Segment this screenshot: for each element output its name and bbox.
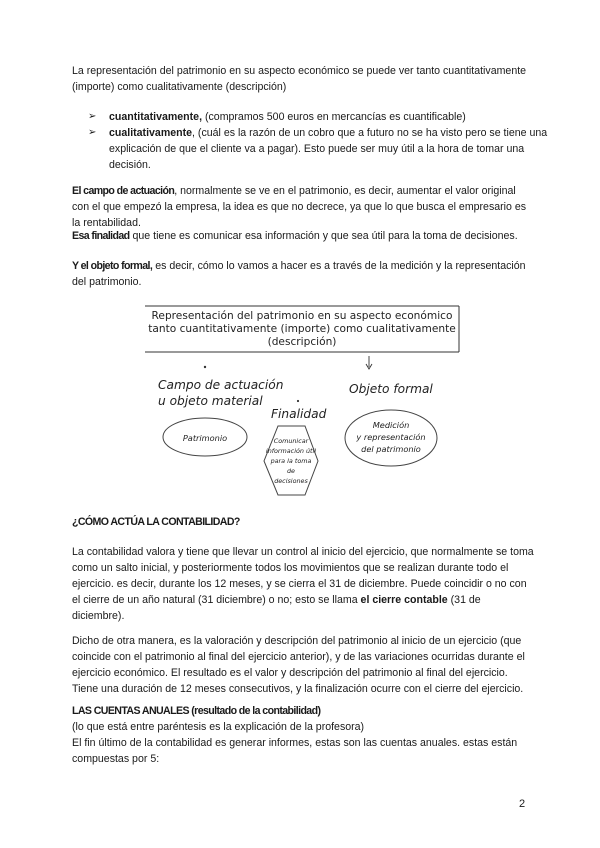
hex-line: para la toma xyxy=(270,457,312,465)
dot-marker xyxy=(297,400,299,402)
hex-line: de xyxy=(287,467,295,475)
intro-paragraph: La representación del patrimonio en su aspecto económico se puede ver tanto cuantitativamente (importe) como cualitativamente (descripción) xyxy=(72,65,527,93)
medicion-line: Medición xyxy=(372,420,410,430)
campo-title: Campo de actuación xyxy=(158,378,284,392)
page-number: 2 xyxy=(519,798,526,810)
bullet-item xyxy=(88,109,549,125)
arrow-bullet-icon: ➢ xyxy=(88,111,97,122)
finalidad-title: Finalidad xyxy=(271,407,327,421)
section-heading xyxy=(72,514,534,530)
section-heading xyxy=(72,703,534,719)
bullet-term: cualitativamente xyxy=(109,127,193,139)
campo-title: u objeto material xyxy=(158,394,263,408)
fin-paragraph: El fin último de la contabilidad es generar informes, estas son las cuentas anuales. estas están compuestas por 5: xyxy=(72,737,518,765)
contabilidad-text: La contabilidad valora y tiene que llevar un control al inicio del ejercicio, que normalmente se toma como un salto inicial, y posteriormente todos los movimientos que se realizan durante todo el ejercicio. es decir, durante los 12 meses, y se cierra el 31 de diciembre. Puede coincidir o no con el cierre de un año natural (31 diciembre) o no; esto se llama xyxy=(72,546,534,606)
patrimonio-diagram xyxy=(143,304,461,502)
objeto-title: Objeto formal xyxy=(349,382,433,396)
campo-paragraph xyxy=(72,183,534,231)
box-line: Representación del patrimonio en su aspecto económico xyxy=(151,310,453,322)
medicion-line: y representación xyxy=(356,432,426,442)
finalidad-paragraph xyxy=(72,228,534,244)
dot-marker xyxy=(204,366,206,368)
bullet-text: , (cuál es la razón de un cobro que a futuro no se ha visto pero se tiene una explicación de que el cliente va a pagar). Esto puede ser muy útil a la hora de tomar una decisión. xyxy=(109,127,548,171)
note-text: (lo que está entre paréntesis es la explicación de la profesora) xyxy=(72,721,365,733)
medicion-line: del patrimonio xyxy=(361,444,421,454)
bullet-term: cuantitativamente, xyxy=(109,111,203,123)
objeto-text: es decir, cómo lo vamos a hacer es a través de la medición y la representación del patrimonio. xyxy=(72,260,526,288)
bullet-text: (compramos 500 euros en mercancías es cuantificable) xyxy=(202,111,466,123)
campo-text: , normalmente se ve en el patrimonio, es decir, aumentar el valor original con el que empezó la empresa, la idea es que no decrece, ya que lo que busca el empresario es la rentabilidad. xyxy=(72,185,527,229)
box-line: tanto cuantitativamente (importe) como cualitativamente xyxy=(148,323,456,335)
hex-line: información útil xyxy=(265,447,317,455)
heading-cuentas: LAS CUENTAS ANUALES (resultado de la contabilidad) xyxy=(72,705,321,717)
cierre-contable-term: el cierre contable xyxy=(360,594,448,606)
objeto-term: Y el objeto formal, xyxy=(72,260,153,272)
hex-line: Comunicar xyxy=(273,437,309,445)
heading-contabilidad: ¿CÓMO ACTÚA LA CONTABILIDAD? xyxy=(72,516,240,528)
dicho-paragraph: Dicho de otra manera, es la valoración y descripción del patrimonio al inicio de un ejercicio (que coincide con el patrimonio al final del ejercicio anterior), y de las variaciones ocurridas durante el ejercicio económico. El resultado es el valor y descripción del patrimonio al final del ejercicio. Tiene una duración de 12 meses consecutivos, y la finalización ocurre con el cierre del ejercicio. xyxy=(72,635,525,695)
bullet-item xyxy=(88,125,549,173)
patrimonio-label: Patrimonio xyxy=(182,433,228,443)
objeto-paragraph xyxy=(72,258,534,290)
arrow-bullet-icon: ➢ xyxy=(88,127,97,138)
box-line: (descripción) xyxy=(267,336,337,348)
finalidad-text: que tiene es comunicar esa información y que sea útil para la toma de decisiones. xyxy=(129,230,518,242)
contabilidad-after: (31 de diciembre). xyxy=(72,594,481,622)
hex-line: decisiones xyxy=(274,477,308,485)
campo-term: El campo de actuación xyxy=(72,185,175,197)
finalidad-term: Esa finalidad xyxy=(72,230,130,242)
contabilidad-paragraph xyxy=(72,544,534,624)
